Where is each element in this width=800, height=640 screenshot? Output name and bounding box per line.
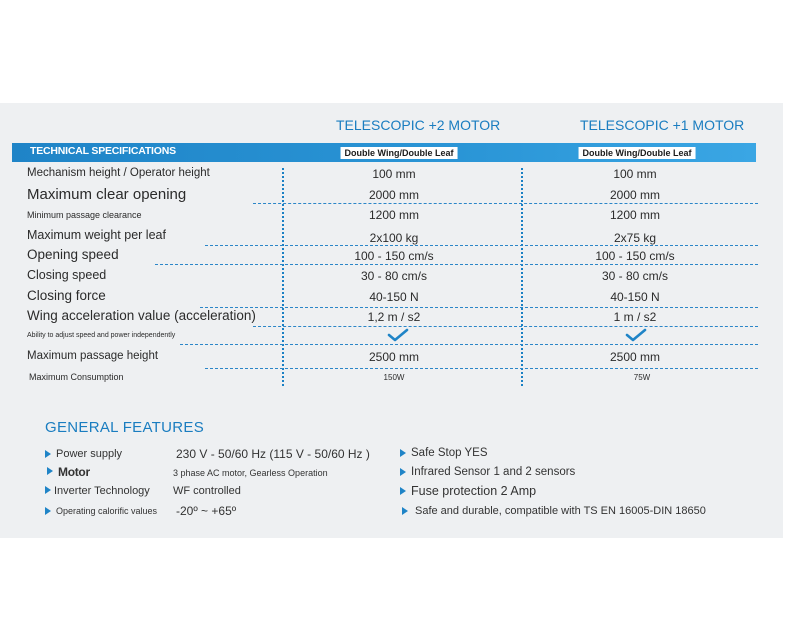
bullet-arrow-icon — [45, 450, 51, 458]
spec-label: Maximum clear opening — [27, 186, 187, 203]
row-separator — [205, 245, 758, 246]
spec-label: Ability to adjust speed and power independently — [27, 332, 176, 339]
row-separator — [253, 326, 758, 327]
spec-label: Mechanism height / Operator height — [27, 167, 210, 179]
bullet-arrow-icon — [45, 507, 51, 515]
spec-value-2-motor: 100 mm — [372, 167, 416, 181]
spec-value-1-motor: 100 mm — [613, 167, 657, 181]
general-features-title: GENERAL FEATURES — [45, 419, 204, 436]
bullet-arrow-icon — [45, 486, 51, 494]
column-divider-1 — [282, 168, 284, 386]
spec-header-col1: Double Wing/Double Leaf — [341, 147, 458, 159]
spec-label: Opening speed — [27, 247, 119, 262]
spec-header-col2: Double Wing/Double Leaf — [579, 147, 696, 159]
feature-label: Inverter Technology — [54, 485, 150, 497]
feature-item: Fuse protection 2 Amp — [411, 484, 537, 498]
feature-item: Infrared Sensor 1 and 2 sensors — [411, 466, 576, 478]
spec-label: Minimum passage clearance — [27, 210, 142, 220]
spec-value-1-motor: 1 m / s2 — [613, 310, 657, 324]
feature-value: WF controlled — [173, 485, 241, 497]
spec-label: Maximum Consumption — [29, 372, 124, 382]
spec-value-2-motor: 150W — [383, 373, 405, 382]
bullet-arrow-icon — [400, 449, 406, 457]
spec-value-1-motor: 2x75 kg — [613, 231, 657, 245]
feature-label: Power supply — [56, 448, 123, 460]
spec-value-2-motor: 100 - 150 cm/s — [354, 249, 434, 263]
spec-label: Maximum weight per leaf — [27, 228, 166, 242]
spec-label: Maximum passage height — [27, 350, 159, 362]
bullet-arrow-icon — [400, 487, 406, 495]
spec-value-1-motor: 40-150 N — [610, 290, 660, 304]
column-divider-2 — [521, 168, 523, 386]
feature-value: 3 phase AC motor, Gearless Operation — [173, 468, 328, 478]
feature-value: -20º ~ +65º — [176, 504, 237, 518]
spec-value-1-motor: 75W — [633, 373, 651, 382]
spec-value-1-motor: 2500 mm — [609, 350, 661, 364]
row-separator — [253, 203, 758, 204]
spec-value-2-motor: 2500 mm — [368, 350, 420, 364]
feature-label: Operating calorific values — [56, 506, 158, 516]
row-separator — [180, 344, 758, 345]
bullet-arrow-icon — [402, 507, 408, 515]
spec-value-1-motor: 2000 mm — [609, 188, 661, 202]
feature-label: Motor — [58, 465, 90, 479]
spec-value-1-motor: 100 - 150 cm/s — [595, 249, 675, 263]
spec-value-2-motor: 30 - 80 cm/s — [360, 269, 428, 283]
row-separator — [155, 264, 758, 265]
spec-value-1-motor: 30 - 80 cm/s — [601, 269, 669, 283]
spec-label: Wing acceleration value (acceleration) — [27, 308, 256, 323]
row-separator — [205, 368, 758, 369]
feature-value: 230 V - 50/60 Hz (115 V - 50/60 Hz ) — [176, 447, 370, 461]
spec-header-bar — [12, 143, 756, 162]
column-title-1-motor: TELESCOPIC +1 MOTOR — [580, 117, 745, 133]
spec-value-2-motor: 1,2 m / s2 — [367, 310, 421, 324]
checkmark-icon — [624, 328, 648, 342]
checkmark-icon — [386, 328, 410, 342]
spec-label: Closing force — [27, 288, 106, 303]
feature-item: Safe Stop YES — [411, 447, 488, 459]
spec-value-2-motor: 40-150 N — [369, 290, 419, 304]
bullet-arrow-icon — [47, 467, 53, 475]
spec-value-2-motor: 2x100 kg — [369, 231, 419, 245]
spec-value-2-motor: 2000 mm — [368, 188, 420, 202]
feature-item: Safe and durable, compatible with TS EN 16005-DIN 18650 — [415, 505, 706, 517]
bullet-arrow-icon — [400, 468, 406, 476]
spec-label: Closing speed — [27, 268, 107, 282]
row-separator — [200, 307, 758, 308]
spec-value-2-motor: 1200 mm — [368, 208, 420, 222]
column-title-2-motor: TELESCOPIC +2 MOTOR — [336, 117, 501, 133]
spec-value-1-motor: 1200 mm — [609, 208, 661, 222]
spec-header-label: TECHNICAL SPECIFICATIONS — [30, 145, 176, 157]
